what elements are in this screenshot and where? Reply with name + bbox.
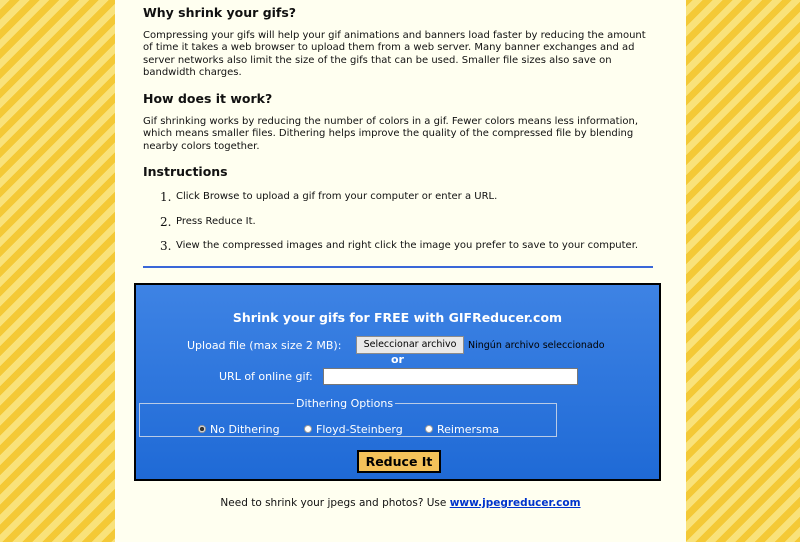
- why-heading: Why shrink your gifs?: [143, 5, 297, 20]
- form-title: Shrink your gifs for FREE with GIFReducer.com: [232, 310, 563, 325]
- list-item: [143, 237, 638, 262]
- radio-unchecked-icon: [425, 425, 433, 433]
- divider: [143, 266, 653, 268]
- list-item: [143, 213, 638, 238]
- footer: [115, 497, 686, 509]
- radio-label: Reimersma: [437, 423, 500, 436]
- radio-floyd-steinberg[interactable]: [304, 423, 403, 436]
- radio-unchecked-icon: [304, 425, 312, 433]
- instructions-list: [143, 188, 638, 262]
- list-number: 3.: [160, 239, 172, 253]
- jpegreducer-link[interactable]: www.jpegreducer.com: [449, 497, 581, 509]
- list-text: Click Browse to upload a gif from your computer or enter a URL.: [176, 191, 498, 202]
- dithering-legend: Dithering Options: [296, 397, 394, 410]
- url-input[interactable]: [323, 368, 578, 385]
- radio-label: No Dithering: [210, 423, 280, 436]
- radio-reimersma[interactable]: [425, 423, 499, 436]
- list-number: 2.: [160, 214, 172, 229]
- instructions-heading: Instructions: [143, 164, 228, 179]
- shrink-form-panel: [134, 283, 661, 481]
- choose-file-button[interactable]: Seleccionar archivo: [356, 336, 464, 354]
- reduce-it-button[interactable]: Reduce It: [357, 450, 441, 473]
- list-text: Press Reduce It.: [176, 215, 256, 227]
- radio-label: Floyd-Steinberg: [316, 423, 403, 436]
- list-item: [143, 188, 638, 213]
- list-text: View the compressed images and right click the image you prefer to save to your computer.: [176, 240, 639, 251]
- radio-no-dithering[interactable]: [198, 423, 280, 436]
- dithering-options: [139, 397, 557, 437]
- how-heading: How does it work?: [143, 91, 273, 106]
- list-number: 1.: [160, 190, 172, 204]
- why-body: Compressing your gifs will help your gif animations and banners load faster by reducing the amount of time it takes a web browser to upload them from a web server. Many banner exchanges and ad server networks also limit the size of the gifs that can be used. Smaller file sizes also save on bandwidth charges.: [143, 30, 646, 79]
- footer-text: Need to shrink your jpegs and photos? Use: [220, 497, 447, 509]
- url-label: URL of online gif:: [219, 370, 313, 383]
- radio-checked-icon: [198, 425, 206, 433]
- file-status: Ningún archivo seleccionado: [468, 340, 605, 351]
- upload-label: Upload file (max size 2 MB):: [187, 339, 342, 352]
- or-label: or: [391, 353, 404, 366]
- how-body: Gif shrinking works by reducing the number of colors in a gif. Fewer colors means less information, which means smaller files. Dithering helps improve the quality of the compressed file by blending nearby colors together.: [143, 116, 639, 152]
